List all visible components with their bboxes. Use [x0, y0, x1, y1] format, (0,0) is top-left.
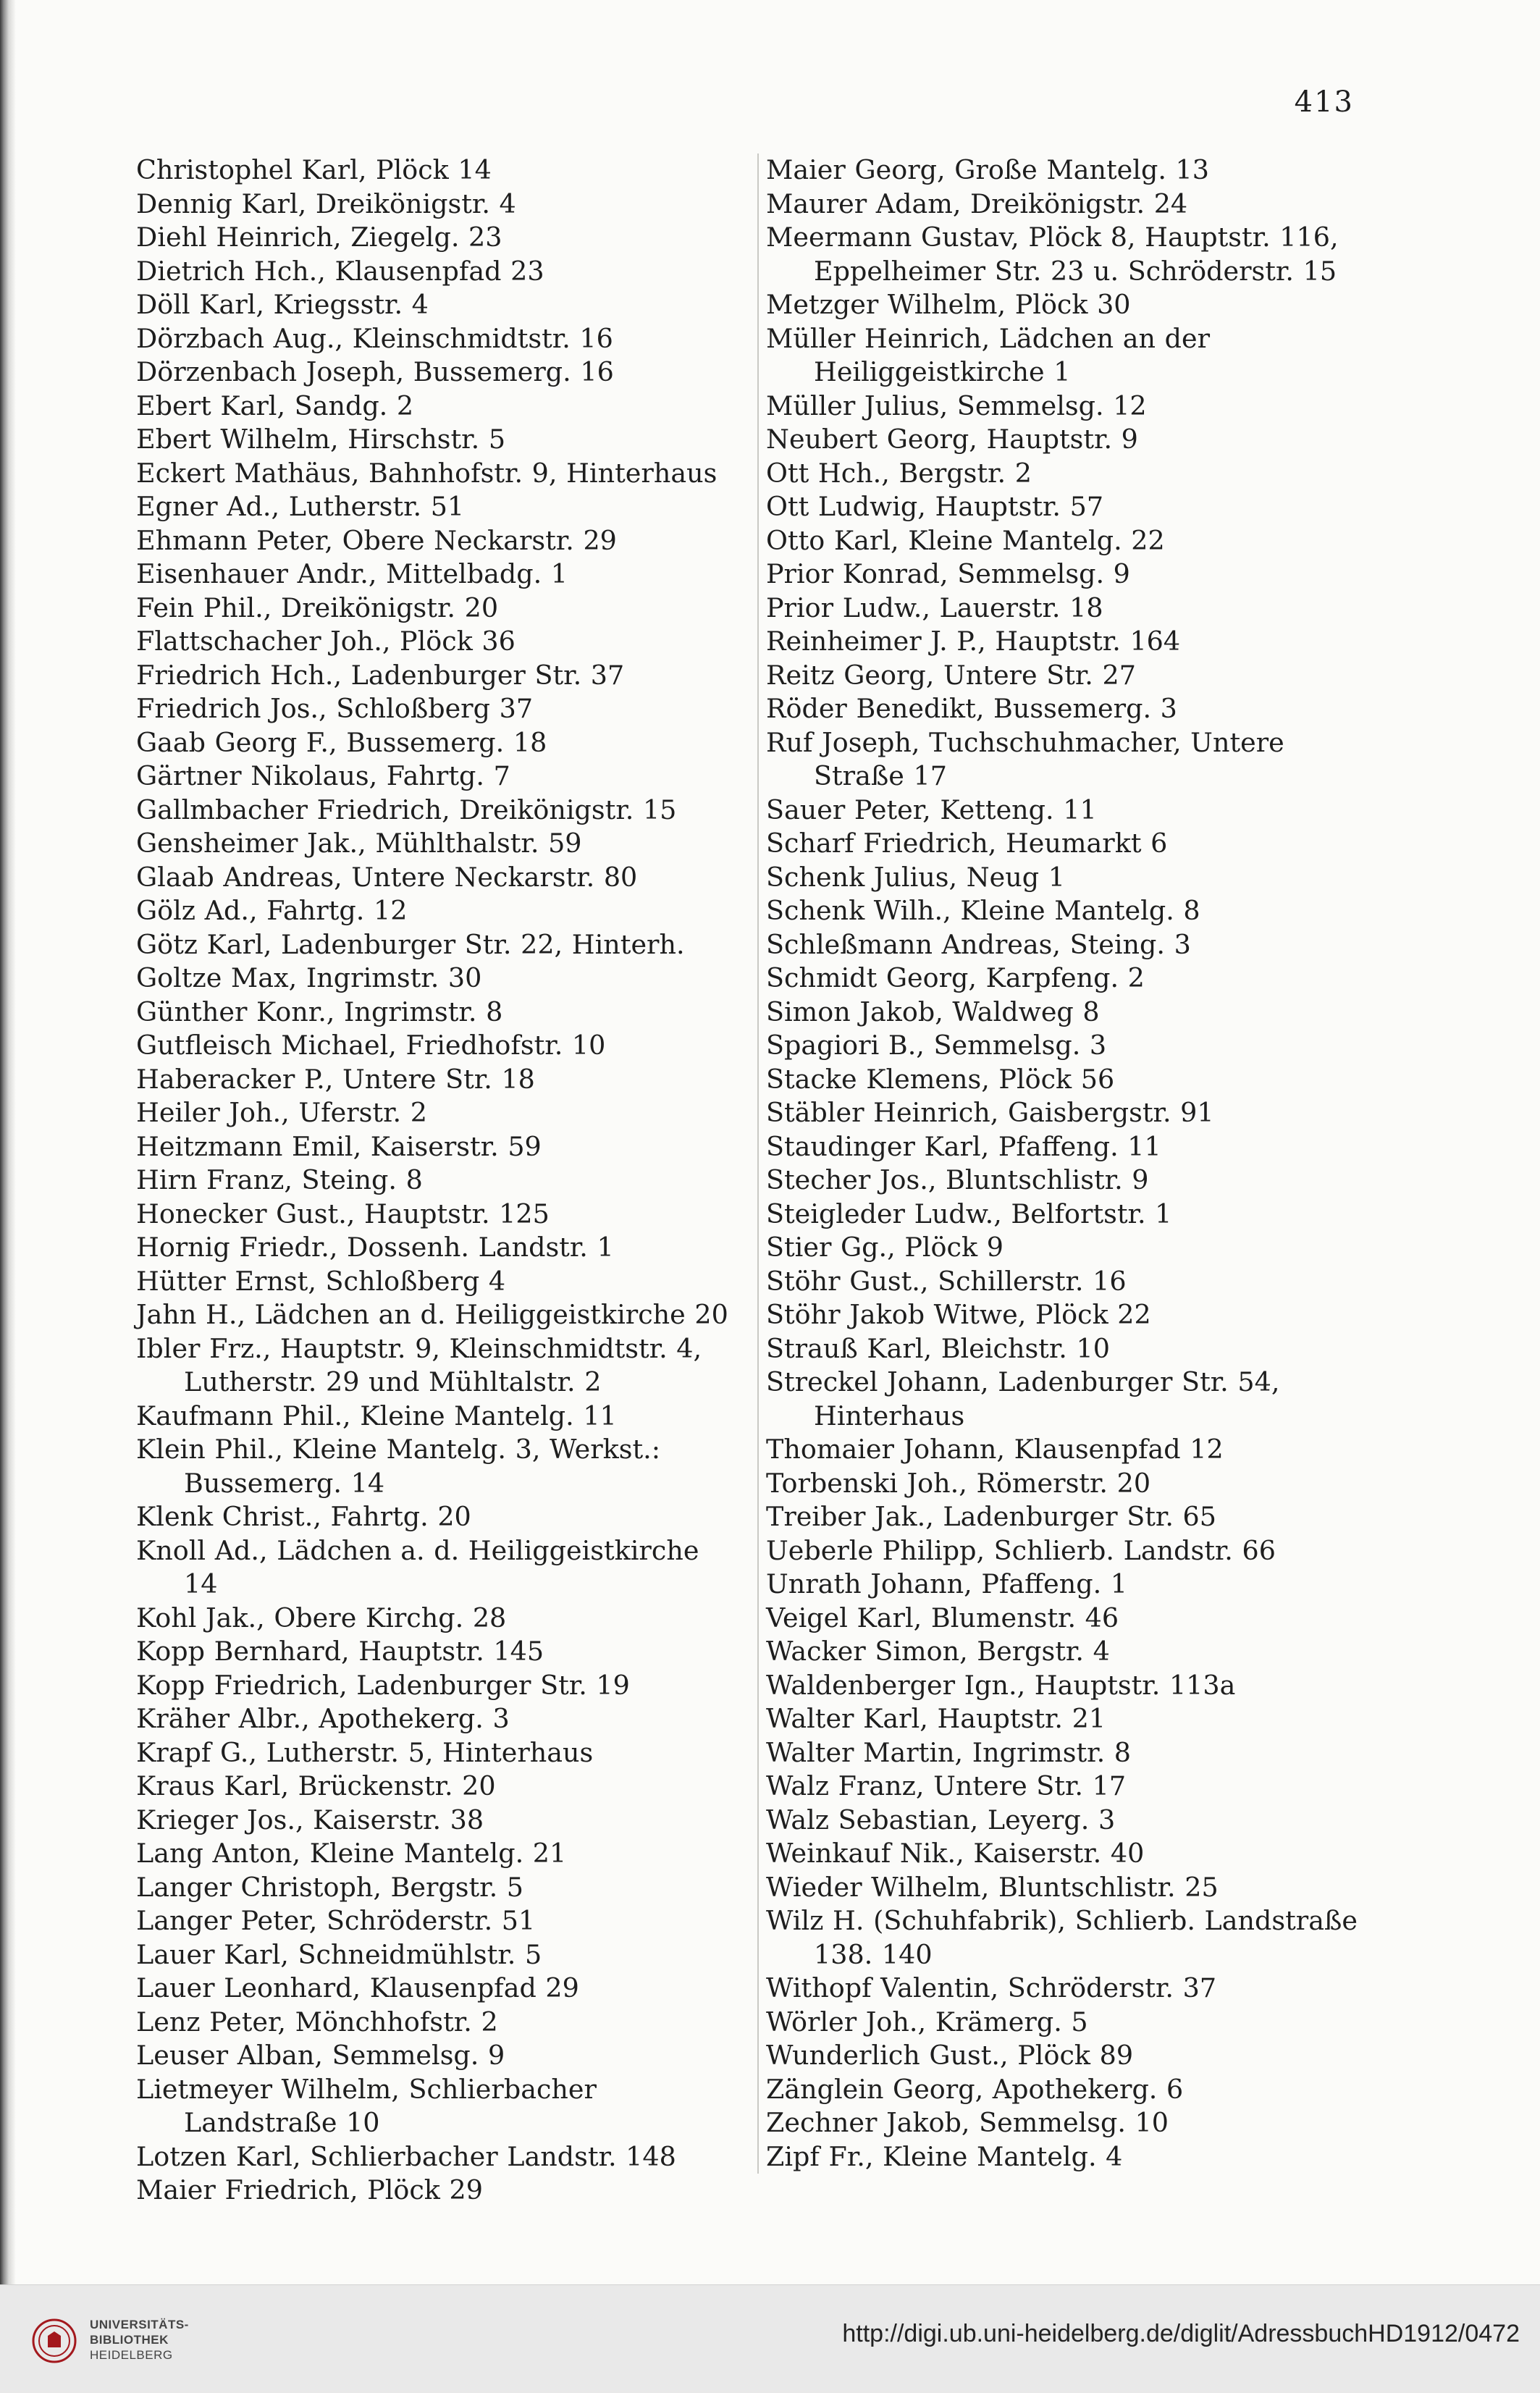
directory-entry: Flattschacher Joh., Plöck 36 — [136, 626, 516, 657]
directory-entry: Klenk Christ., Fahrtg. 20 — [136, 1501, 471, 1532]
directory-entry: Döll Karl, Kriegsstr. 4 — [136, 289, 429, 320]
library-line: UNIVERSITÄTS- — [90, 2318, 189, 2331]
directory-entry: Treiber Jak., Ladenburger Str. 65 — [766, 1501, 1216, 1532]
directory-entry: Metzger Wilhelm, Plöck 30 — [766, 289, 1131, 320]
directory-entry: Hirn Franz, Steing. 8 — [136, 1164, 423, 1195]
university-seal-icon — [32, 2318, 77, 2363]
directory-entry: Haberacker P., Untere Str. 18 — [136, 1063, 535, 1095]
directory-entry: Eisenhauer Andr., Mittelbadg. 1 — [136, 558, 568, 589]
directory-entry: Walter Karl, Hauptstr. 21 — [766, 1703, 1106, 1734]
permalink-url[interactable]: http://digi.ub.uni-heidelberg.de/diglit/AdressbuchHD1912/0472 — [842, 2320, 1520, 2347]
directory-entry: Heitzmann Emil, Kaiserstr. 59 — [136, 1130, 542, 1162]
directory-entry: Stöhr Gust., Schillerstr. 16 — [766, 1265, 1127, 1297]
directory-entry: Walz Franz, Untere Str. 17 — [766, 1770, 1127, 1801]
directory-entry: Wörler Joh., Krämerg. 5 — [766, 2006, 1088, 2037]
directory-entry: Steigleder Ludw., Belfortstr. 1 — [766, 1198, 1172, 1229]
directory-entry: Egner Ad., Lutherstr. 51 — [136, 491, 465, 522]
directory-entry: Streckel Johann, Ladenburger Str. 54, Hinterhaus — [766, 1366, 1280, 1431]
directory-entry: Gärtner Nikolaus, Fahrtg. 7 — [136, 760, 510, 791]
directory-entry: Hornig Friedr., Dossenh. Landstr. 1 — [136, 1232, 614, 1263]
directory-entry: Dörzbach Aug., Kleinschmidtstr. 16 — [136, 322, 613, 354]
directory-entry: Sauer Peter, Ketteng. 11 — [766, 794, 1097, 825]
directory-entry: Stier Gg., Plöck 9 — [766, 1232, 1003, 1263]
directory-entry: Spagiori B., Semmelsg. 3 — [766, 1030, 1107, 1061]
directory-entry: Friedrich Jos., Schloßberg 37 — [136, 693, 534, 724]
directory-entry: Dennig Karl, Dreikönigstr. 4 — [136, 188, 516, 219]
directory-entry: Prior Konrad, Semmelsg. 9 — [766, 558, 1130, 589]
directory-entry: Christophel Karl, Plöck 14 — [136, 154, 492, 185]
directory-entry: Krapf G., Lutherstr. 5, Hinterhaus — [136, 1736, 594, 1768]
directory-entry: Zechner Jakob, Semmelsg. 10 — [766, 2107, 1169, 2138]
directory-entry: Lietmeyer Wilhelm, Schlierbacher Landstraße 10 — [136, 2073, 597, 2138]
directory-entry: Götz Karl, Ladenburger Str. 22, Hinterh. — [136, 928, 685, 960]
directory-entry: Dörzenbach Joseph, Bussemerg. 16 — [136, 356, 614, 387]
directory-entry: Meermann Gustav, Plöck 8, Hauptstr. 116, Eppelheimer Str. 23 u. Schröderstr. 15 — [766, 222, 1339, 287]
directory-entry: Langer Christoph, Bergstr. 5 — [136, 1871, 524, 1903]
directory-entry: Klein Phil., Kleine Mantelg. 3, Werkst.: Bussemerg. 14 — [136, 1434, 661, 1499]
directory-entry: Ueberle Philipp, Schlierb. Landstr. 66 — [766, 1534, 1276, 1566]
directory-entry: Lotzen Karl, Schlierbacher Landstr. 148 — [136, 2140, 676, 2172]
directory-entry: Schenk Julius, Neug 1 — [766, 861, 1065, 893]
directory-entry: Ott Ludwig, Hauptstr. 57 — [766, 491, 1104, 522]
directory-entry: Schenk Wilh., Kleine Mantelg. 8 — [766, 895, 1200, 926]
library-line: BIBLIOTHEK — [90, 2333, 169, 2347]
directory-entry: Jahn H., Lädchen an d. Heiliggeistkirche 20 — [136, 1299, 728, 1330]
directory-entry: Ibler Frz., Hauptstr. 9, Kleinschmidtstr. 4, Lutherstr. 29 und Mühltalstr. 2 — [136, 1332, 702, 1397]
directory-entry: Waldenberger Ign., Hauptstr. 113a — [766, 1669, 1236, 1701]
directory-entry: Lauer Karl, Schneidmühlstr. 5 — [136, 1938, 542, 1970]
directory-entry: Weinkauf Nik., Kaiserstr. 40 — [766, 1838, 1145, 1869]
directory-entry: Gallmbacher Friedrich, Dreikönigstr. 15 — [136, 794, 677, 825]
viewer-footer — [0, 2284, 1540, 2393]
page-number: 413 — [1294, 85, 1354, 119]
directory-entry: Günther Konr., Ingrimstr. 8 — [136, 996, 503, 1027]
directory-entry: Prior Ludw., Lauerstr. 18 — [766, 592, 1103, 623]
directory-entry: Friedrich Hch., Ladenburger Str. 37 — [136, 659, 625, 691]
directory-entry: Wilz H. (Schuhfabrik), Schlierb. Landstraße 138. 140 — [766, 1905, 1358, 1970]
directory-entry: Ott Hch., Bergstr. 2 — [766, 457, 1032, 489]
directory-entry: Hütter Ernst, Schloßberg 4 — [136, 1265, 506, 1297]
directory-entry: Reitz Georg, Untere Str. 27 — [766, 659, 1136, 691]
directory-entry: Gölz Ad., Fahrtg. 12 — [136, 895, 408, 926]
directory-entry: Kopp Friedrich, Ladenburger Str. 19 — [136, 1669, 630, 1701]
directory-entry: Stäbler Heinrich, Gaisbergstr. 91 — [766, 1097, 1214, 1128]
directory-entry: Torbenski Joh., Römerstr. 20 — [766, 1467, 1151, 1499]
directory-entry: Knoll Ad., Lädchen a. d. Heiliggeistkirche 14 — [136, 1534, 699, 1599]
directory-entry: Kohl Jak., Obere Kirchg. 28 — [136, 1602, 507, 1633]
directory-entry: Kräher Albr., Apothekerg. 3 — [136, 1703, 510, 1734]
directory-entry: Leuser Alban, Semmelsg. 9 — [136, 2040, 505, 2071]
directory-entry: Zänglein Georg, Apothekerg. 6 — [766, 2073, 1184, 2105]
directory-entry: Röder Benedikt, Bussemerg. 3 — [766, 693, 1177, 724]
directory-entry: Lauer Leonhard, Klausenpfad 29 — [136, 1972, 579, 2003]
directory-entry: Zipf Fr., Kleine Mantelg. 4 — [766, 2140, 1123, 2172]
directory-entry: Walter Martin, Ingrimstr. 8 — [766, 1736, 1132, 1768]
directory-entry: Wunderlich Gust., Plöck 89 — [766, 2040, 1134, 2071]
directory-entry: Unrath Johann, Pfaffeng. 1 — [766, 1568, 1128, 1599]
directory-entry: Ebert Karl, Sandg. 2 — [136, 390, 414, 421]
left-column — [136, 153, 737, 2208]
directory-entry: Stöhr Jakob Witwe, Plöck 22 — [766, 1299, 1151, 1330]
directory-entry: Otto Karl, Kleine Mantelg. 22 — [766, 524, 1165, 556]
directory-entry: Walz Sebastian, Leyerg. 3 — [766, 1804, 1116, 1835]
directory-entry: Neubert Georg, Hauptstr. 9 — [766, 424, 1138, 455]
directory-entry: Staudinger Karl, Pfaffeng. 11 — [766, 1130, 1161, 1162]
directory-entry: Kaufmann Phil., Kleine Mantelg. 11 — [136, 1400, 617, 1431]
right-column — [757, 153, 1367, 2174]
directory-entry: Thomaier Johann, Klausenpfad 12 — [766, 1434, 1224, 1465]
directory-entry: Wacker Simon, Bergstr. 4 — [766, 1636, 1110, 1667]
directory-entry: Gutfleisch Michael, Friedhofstr. 10 — [136, 1030, 606, 1061]
directory-entry: Diehl Heinrich, Ziegelg. 23 — [136, 222, 502, 253]
directory-entry: Goltze Max, Ingrimstr. 30 — [136, 962, 482, 993]
directory-entry: Kopp Bernhard, Hauptstr. 145 — [136, 1636, 544, 1667]
directory-entry: Glaab Andreas, Untere Neckarstr. 80 — [136, 861, 638, 893]
directory-entry: Honecker Gust., Hauptstr. 125 — [136, 1198, 550, 1229]
directory-entry: Eckert Mathäus, Bahnhofstr. 9, Hinterhaus — [136, 457, 718, 489]
directory-entry: Ehmann Peter, Obere Neckarstr. 29 — [136, 524, 617, 556]
directory-entry: Müller Heinrich, Lädchen an der Heiliggeistkirche 1 — [766, 322, 1211, 387]
directory-entry: Langer Peter, Schröderstr. 51 — [136, 1905, 536, 1936]
directory-entry: Fein Phil., Dreikönigstr. 20 — [136, 592, 499, 623]
library-line: HEIDELBERG — [90, 2348, 173, 2362]
directory-entry: Stacke Klemens, Plöck 56 — [766, 1063, 1115, 1095]
directory-entry: Gensheimer Jak., Mühlthalstr. 59 — [136, 828, 582, 859]
directory-entry: Simon Jakob, Waldweg 8 — [766, 996, 1100, 1027]
directory-entry: Maurer Adam, Dreikönigstr. 24 — [766, 188, 1188, 219]
directory-entry: Gaab Georg F., Bussemerg. 18 — [136, 726, 547, 758]
directory-entry: Maier Georg, Große Mantelg. 13 — [766, 154, 1209, 185]
directory-entry: Müller Julius, Semmelsg. 12 — [766, 390, 1147, 421]
directory-entry: Scharf Friedrich, Heumarkt 6 — [766, 828, 1168, 859]
directory-entry: Strauß Karl, Bleichstr. 10 — [766, 1332, 1110, 1364]
library-name — [90, 2317, 189, 2363]
directory-entry: Heiler Joh., Uferstr. 2 — [136, 1097, 427, 1128]
directory-entry: Schleßmann Andreas, Steing. 3 — [766, 928, 1191, 960]
directory-entry: Lenz Peter, Mönchhofstr. 2 — [136, 2006, 498, 2037]
directory-entry: Withopf Valentin, Schröderstr. 37 — [766, 1972, 1217, 2003]
directory-entry: Ebert Wilhelm, Hirschstr. 5 — [136, 424, 506, 455]
directory-entry: Kraus Karl, Brückenstr. 20 — [136, 1770, 496, 1801]
directory-entry: Veigel Karl, Blumenstr. 46 — [766, 1602, 1119, 1633]
directory-entry: Maier Friedrich, Plöck 29 — [136, 2174, 483, 2205]
directory-entry: Wieder Wilhelm, Bluntschlistr. 25 — [766, 1871, 1219, 1903]
book-spine-edge — [0, 0, 16, 2284]
directory-entry: Schmidt Georg, Karpfeng. 2 — [766, 962, 1145, 993]
directory-entry: Dietrich Hch., Klausenpfad 23 — [136, 255, 544, 287]
directory-entry: Lang Anton, Kleine Mantelg. 21 — [136, 1838, 567, 1869]
directory-entry: Reinheimer J. P., Hauptstr. 164 — [766, 626, 1181, 657]
directory-entry: Krieger Jos., Kaiserstr. 38 — [136, 1804, 484, 1835]
directory-entry: Stecher Jos., Bluntschlistr. 9 — [766, 1164, 1149, 1195]
directory-entry: Ruf Joseph, Tuchschuhmacher, Untere Straße 17 — [766, 726, 1284, 791]
